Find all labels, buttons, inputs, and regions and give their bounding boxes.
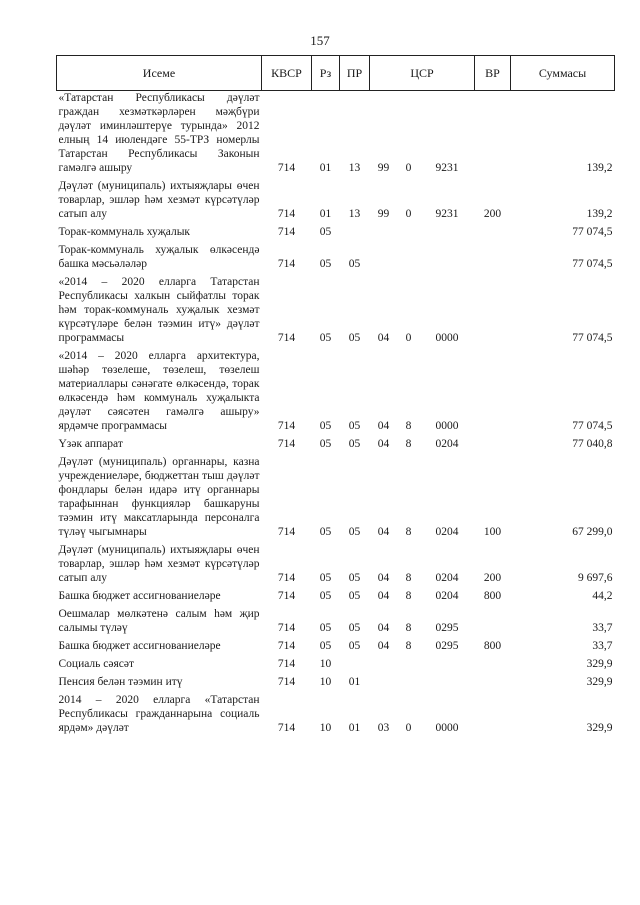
table-row — [57, 225, 615, 243]
row-name: Оешмалар мөлкәтенә салым һәм җир салымы түләү — [58, 608, 260, 634]
header-kvsr: КВСР — [262, 56, 312, 91]
header-csr: ЦСР — [370, 56, 475, 91]
row-csr-program: 04 — [377, 590, 390, 602]
row-csr-direction — [420, 225, 475, 243]
row-rz: 05 — [319, 640, 332, 652]
row-vr — [475, 437, 511, 455]
row-name: Торак-коммуналь хуҗалык өлкәсендә башка мәсьәләләр — [58, 244, 260, 270]
row-vr — [475, 225, 511, 243]
row-csr-subprogram — [398, 243, 420, 275]
row-csr-program: 99 — [377, 208, 390, 220]
page-number: 157 — [310, 33, 330, 48]
row-vr — [475, 275, 511, 349]
row-csr-direction: 9231 — [435, 162, 459, 174]
row-sum: 9 697,6 — [578, 572, 613, 584]
header-pr: ПР — [340, 56, 370, 91]
row-csr-program: 03 — [377, 722, 390, 734]
row-csr-subprogram: 8 — [405, 526, 412, 538]
row-pr: 05 — [348, 332, 361, 344]
row-kvsr: 714 — [277, 332, 296, 344]
row-csr-direction: 0000 — [435, 420, 459, 432]
row-name: «Татарстан Республикасы дәүләт граждан хезмәткәрләрен мәҗбүри дәүләт иминләштерүе турында» 2012 елның 14 июлендәге 55-ТРЗ номерлы Татарстан Республикасы Законын гамәлгә ашыру — [58, 92, 260, 174]
row-pr — [340, 657, 370, 675]
table-row — [57, 543, 615, 589]
row-kvsr: 714 — [277, 208, 296, 220]
row-csr-program: 04 — [377, 526, 390, 538]
table-row — [57, 349, 615, 437]
row-sum: 33,7 — [592, 622, 613, 634]
row-sum: 77 074,5 — [572, 226, 613, 238]
row-pr: 05 — [348, 526, 361, 538]
row-vr — [475, 91, 511, 180]
header-name: Исеме — [57, 56, 262, 91]
table-row — [57, 639, 615, 657]
row-vr — [475, 607, 511, 639]
row-vr — [475, 349, 511, 437]
row-pr: 05 — [348, 420, 361, 432]
row-csr-program — [370, 675, 398, 693]
row-rz: 05 — [319, 572, 332, 584]
table-row — [57, 437, 615, 455]
row-rz: 01 — [319, 208, 332, 220]
row-pr: 05 — [348, 622, 361, 634]
row-sum: 329,9 — [586, 658, 613, 670]
row-rz: 05 — [319, 258, 332, 270]
row-csr-program: 04 — [377, 622, 390, 634]
row-sum: 139,2 — [586, 208, 613, 220]
row-kvsr: 714 — [277, 258, 296, 270]
row-vr: 200 — [483, 572, 502, 584]
row-csr-program: 04 — [377, 332, 390, 344]
row-csr-direction: 0204 — [435, 526, 459, 538]
row-sum: 329,9 — [586, 722, 613, 734]
row-pr: 01 — [348, 676, 361, 688]
row-pr: 13 — [348, 162, 361, 174]
row-csr-subprogram: 0 — [405, 208, 412, 220]
row-name: Дәүләт (муниципаль) ихтыяҗлары өчен товарлар, эшләр һәм хезмәт күрсәтүләр сатып алу — [58, 544, 260, 584]
row-rz: 05 — [319, 332, 332, 344]
row-pr: 05 — [348, 572, 361, 584]
row-kvsr: 714 — [277, 438, 296, 450]
row-csr-subprogram: 0 — [405, 332, 412, 344]
row-pr: 01 — [348, 722, 361, 734]
row-csr-direction: 0204 — [435, 572, 459, 584]
row-rz: 05 — [319, 590, 332, 602]
row-vr: 800 — [483, 590, 502, 602]
table-row — [57, 179, 615, 225]
row-rz: 05 — [319, 622, 332, 634]
row-vr — [475, 657, 511, 675]
row-kvsr: 714 — [277, 590, 296, 602]
row-sum: 44,2 — [592, 590, 613, 602]
header-sum: Суммасы — [511, 56, 615, 91]
row-kvsr: 714 — [277, 162, 296, 174]
row-sum: 77 074,5 — [572, 258, 613, 270]
row-csr-program — [370, 657, 398, 675]
row-csr-direction: 9231 — [435, 208, 459, 220]
row-csr-program: 99 — [377, 162, 390, 174]
row-vr: 200 — [483, 208, 502, 220]
row-vr: 100 — [483, 526, 502, 538]
row-sum: 77 074,5 — [572, 332, 613, 344]
table-row — [57, 693, 615, 739]
row-csr-direction: 0000 — [435, 722, 459, 734]
row-name: Башка бюджет ассигнованиеләре — [58, 590, 221, 602]
row-csr-subprogram — [398, 225, 420, 243]
row-kvsr: 714 — [277, 420, 296, 432]
row-sum: 77 074,5 — [572, 420, 613, 432]
row-kvsr: 714 — [277, 226, 296, 238]
row-csr-program: 04 — [377, 438, 390, 450]
row-csr-subprogram: 0 — [405, 162, 412, 174]
row-csr-subprogram — [398, 675, 420, 693]
row-kvsr: 714 — [277, 658, 296, 670]
row-sum: 67 299,0 — [572, 526, 613, 538]
table-row — [57, 91, 615, 180]
table-row — [57, 455, 615, 543]
row-vr: 800 — [483, 640, 502, 652]
row-csr-subprogram — [398, 657, 420, 675]
row-csr-subprogram: 8 — [405, 590, 412, 602]
row-csr-direction — [420, 657, 475, 675]
row-name: Пенсия белән тәэмин итү — [58, 676, 183, 688]
row-sum: 77 040,8 — [572, 438, 613, 450]
row-pr — [340, 225, 370, 243]
row-name: Дәүләт (муниципаль) ихтыяҗлары өчен товарлар, эшләр һәм хезмәт күрсәтүләр сатып алу — [58, 180, 260, 220]
header-vr: ВР — [475, 56, 511, 91]
row-pr: 05 — [348, 640, 361, 652]
row-sum: 329,9 — [586, 676, 613, 688]
row-pr: 05 — [348, 590, 361, 602]
row-rz: 05 — [319, 526, 332, 538]
row-csr-subprogram: 8 — [405, 572, 412, 584]
row-name: Торак-коммуналь хуҗалык — [58, 226, 191, 238]
row-csr-direction: 0000 — [435, 332, 459, 344]
row-rz: 05 — [319, 226, 332, 238]
table-row — [57, 657, 615, 675]
row-csr-subprogram: 8 — [405, 640, 412, 652]
row-name: 2014 – 2020 елларга «Татарстан Республикасы гражданнарына социаль ярдәм» дәүләт — [58, 694, 260, 734]
row-csr-program: 04 — [377, 572, 390, 584]
row-csr-subprogram: 8 — [405, 420, 412, 432]
row-name: Үзәк аппарат — [58, 438, 123, 450]
row-pr: 05 — [348, 438, 361, 450]
table-row — [57, 675, 615, 693]
table-row — [57, 275, 615, 349]
row-kvsr: 714 — [277, 640, 296, 652]
budget-table — [56, 55, 615, 739]
row-csr-direction: 0204 — [435, 438, 459, 450]
row-vr — [475, 675, 511, 693]
table-row — [57, 589, 615, 607]
row-kvsr: 714 — [277, 722, 296, 734]
row-csr-program — [370, 225, 398, 243]
row-csr-program: 04 — [377, 420, 390, 432]
row-rz: 05 — [319, 420, 332, 432]
row-rz: 05 — [319, 438, 332, 450]
row-name: «2014 – 2020 елларга Татарстан Республикасы халкын сыйфатлы торак һәм торак-коммуналь хуҗалык хезмәт күрсәтүләре белән тәэмин итү» дәүләт программасы — [58, 276, 260, 344]
row-name: Социаль сәясәт — [58, 658, 135, 670]
row-kvsr: 714 — [277, 676, 296, 688]
row-sum: 33,7 — [592, 640, 613, 652]
row-csr-direction — [420, 675, 475, 693]
row-rz: 10 — [319, 658, 332, 670]
table-row — [57, 607, 615, 639]
row-csr-direction: 0295 — [435, 640, 459, 652]
row-rz: 01 — [319, 162, 332, 174]
row-csr-direction: 0204 — [435, 590, 459, 602]
row-csr-subprogram: 8 — [405, 438, 412, 450]
row-pr: 05 — [348, 258, 361, 270]
row-rz: 10 — [319, 722, 332, 734]
row-name: «2014 – 2020 елларга архитектура, шәһәр төзелеше, төзелеш, төзелеш материаллары сәнәгате өлкәсендә, торак өлкәсендә һәм коммуналь хуҗалыкта дәүләт сәясәтен гамәлгә ашыру» ярдәмче программасы — [58, 350, 260, 432]
row-kvsr: 714 — [277, 572, 296, 584]
row-csr-subprogram: 0 — [405, 722, 412, 734]
row-vr — [475, 243, 511, 275]
row-name: Башка бюджет ассигнованиеләре — [58, 640, 221, 652]
table-header — [57, 56, 615, 91]
row-csr-program: 04 — [377, 640, 390, 652]
row-sum: 139,2 — [586, 162, 613, 174]
row-csr-direction: 0295 — [435, 622, 459, 634]
row-name: Дәүләт (муниципаль) органнары, казна учреждениеләре, бюджеттан тыш дәүләт фондлары белән идарә итү органнары тарафыннан функцияләр башкаруны тәэмин итү максатларында персоналга түләү чыгымнары — [58, 456, 260, 538]
row-vr — [475, 693, 511, 739]
row-pr: 13 — [348, 208, 361, 220]
row-rz: 10 — [319, 676, 332, 688]
row-csr-direction — [420, 243, 475, 275]
row-csr-program — [370, 243, 398, 275]
row-csr-subprogram: 8 — [405, 622, 412, 634]
header-rz: Рз — [312, 56, 340, 91]
row-kvsr: 714 — [277, 622, 296, 634]
row-kvsr: 714 — [277, 526, 296, 538]
table-row — [57, 243, 615, 275]
